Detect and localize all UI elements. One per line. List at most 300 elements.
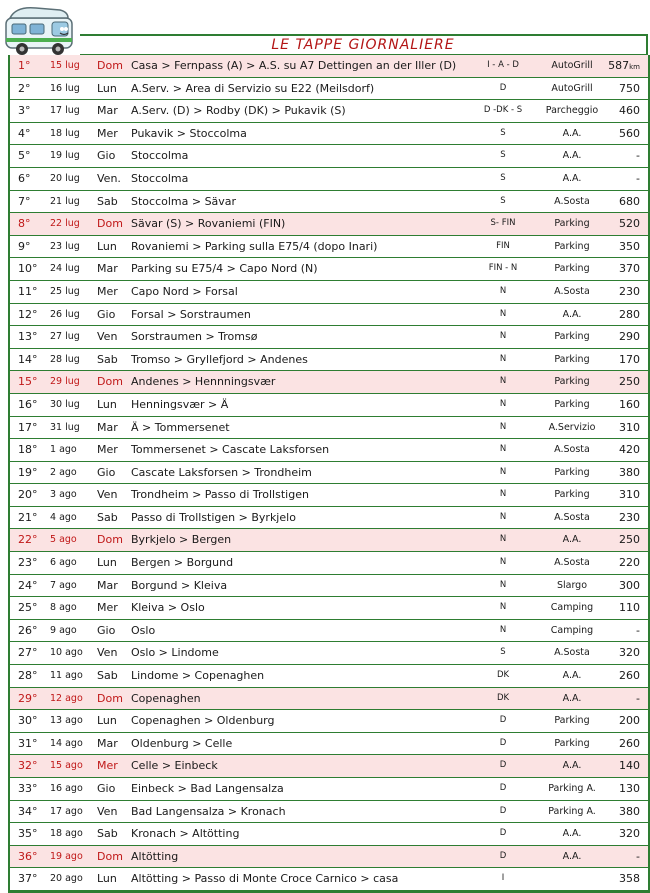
- stage-weekday: Ven: [97, 488, 118, 502]
- stage-date: 14 ago: [50, 737, 83, 749]
- stage-stop: AutoGrill: [551, 82, 593, 94]
- stage-country: DK: [496, 692, 510, 703]
- stage-stop: Parking A.: [548, 805, 596, 817]
- stage-stop: Parking: [554, 489, 590, 501]
- stage-route: Lindome > Copenaghen: [131, 669, 265, 683]
- stage-number: 37°: [18, 872, 38, 886]
- stage-km: 130: [619, 782, 640, 795]
- stage-number: 11°: [18, 284, 38, 298]
- stage-weekday: Ven: [97, 330, 118, 344]
- stage-date: 8 ago: [50, 602, 77, 614]
- page-title: LE TAPPE GIORNALIERE: [271, 37, 455, 53]
- stage-number: 22°: [18, 533, 38, 547]
- stage-country: N: [499, 624, 507, 635]
- stage-route: Copenaghen: [131, 691, 201, 705]
- stage-date: 31 lug: [50, 421, 80, 433]
- stage-country: S: [500, 647, 506, 658]
- stage-km: 230: [619, 284, 640, 298]
- stage-km: -: [636, 849, 640, 863]
- stage-date: 20 ago: [50, 873, 83, 885]
- table-row: [10, 123, 648, 146]
- stage-number: 33°: [18, 782, 38, 795]
- table-row: [10, 507, 648, 530]
- stage-km: 310: [619, 420, 640, 434]
- stage-stop: AutoGrill: [551, 60, 593, 71]
- stage-date: 15 lug: [50, 60, 80, 71]
- stage-stop: A.A.: [562, 172, 582, 184]
- stage-date: 16 ago: [50, 783, 83, 794]
- stage-number: 10°: [18, 262, 38, 276]
- stage-route: Stoccolma: [131, 171, 189, 185]
- stage-stop: Parking: [554, 466, 590, 478]
- stage-country: I: [501, 873, 505, 884]
- stage-km: 140: [619, 759, 640, 773]
- stage-stop: A.Sosta: [554, 195, 590, 207]
- stage-route: Passo di Trollstigen > Byrkjelo: [131, 510, 296, 524]
- table-row: [10, 281, 648, 304]
- stage-date: 2 ago: [50, 466, 77, 478]
- stage-route: Bergen > Borgund: [131, 556, 234, 570]
- stage-weekday: Gio: [97, 149, 116, 163]
- stage-number: 32°: [18, 759, 38, 773]
- stage-km: 170: [619, 352, 640, 366]
- stage-weekday: Dom: [97, 849, 123, 863]
- stage-country: N: [499, 308, 507, 319]
- stage-weekday: Mer: [97, 443, 118, 457]
- table-row: [10, 778, 648, 801]
- stage-number: 29°: [18, 691, 38, 705]
- table-row: [10, 575, 648, 598]
- stage-date: 24 lug: [50, 263, 80, 275]
- stage-route: Parking su E75/4 > Capo Nord (N): [131, 262, 318, 276]
- km-unit: km: [629, 63, 640, 71]
- stage-weekday: Gio: [97, 782, 116, 795]
- stage-km: 358: [619, 872, 640, 886]
- stage-km: 420: [619, 443, 640, 457]
- stage-country: D -DK - S: [483, 105, 523, 116]
- stage-number: 35°: [18, 827, 38, 841]
- stage-number: 4°: [18, 126, 31, 140]
- stage-country: D: [499, 715, 507, 726]
- table-row: [10, 484, 648, 507]
- stage-date: 15 ago: [50, 760, 83, 772]
- table-row: [10, 78, 648, 101]
- stage-number: 17°: [18, 420, 38, 434]
- stage-number: 23°: [18, 556, 38, 570]
- stage-date: 19 lug: [50, 150, 80, 162]
- table-row: [10, 801, 648, 824]
- stage-route: Einbeck > Bad Langensalza: [131, 782, 284, 795]
- stage-stop: A.A.: [562, 150, 582, 162]
- stage-country: N: [499, 579, 507, 590]
- table-row: [10, 868, 648, 891]
- stage-route: Forsal > Sorstraumen: [131, 307, 251, 321]
- stage-route: Borgund > Kleiva: [131, 578, 228, 592]
- table-row: [10, 462, 648, 485]
- stage-country: N: [499, 466, 507, 477]
- stage-stop: A.A.: [562, 760, 582, 772]
- table-row: [10, 417, 648, 440]
- stage-stop: Camping: [550, 624, 594, 636]
- stage-country: N: [499, 353, 507, 364]
- stage-stop: A.Sosta: [554, 557, 590, 569]
- stage-number: 28°: [18, 669, 38, 683]
- camper-icon: [2, 2, 82, 58]
- stage-number: 3°: [18, 104, 31, 118]
- stage-route: Byrkjelo > Bergen: [131, 533, 232, 547]
- stage-km: 310: [619, 488, 640, 502]
- stage-country: N: [499, 376, 507, 387]
- stage-route: Stoccolma: [131, 149, 189, 163]
- table-row: [10, 145, 648, 168]
- stage-number: 26°: [18, 623, 38, 637]
- stage-weekday: Lun: [97, 872, 117, 886]
- stage-route: Altötting > Passo di Monte Croce Carnico > casa: [131, 872, 399, 886]
- stage-country: N: [499, 602, 507, 613]
- stage-country: D: [499, 760, 507, 771]
- stage-weekday: Gio: [97, 623, 116, 637]
- stage-number: 27°: [18, 646, 38, 660]
- table-row: [10, 213, 648, 236]
- stage-date: 30 lug: [50, 398, 80, 410]
- stage-km: 587km: [608, 59, 640, 72]
- stage-weekday: Lun: [97, 239, 117, 253]
- stage-weekday: Mer: [97, 126, 118, 140]
- stage-route: Tommersenet > Cascate Laksforsen: [131, 443, 330, 457]
- stage-number: 8°: [18, 217, 31, 231]
- stage-route: Sävar (S) > Rovaniemi (FIN): [131, 217, 286, 231]
- stage-weekday: Dom: [97, 533, 123, 547]
- stage-weekday: Mar: [97, 736, 118, 750]
- stage-km: 290: [619, 330, 640, 344]
- stage-weekday: Ven.: [97, 171, 121, 185]
- stage-number: 36°: [18, 849, 38, 863]
- stage-stop: Parking: [554, 737, 590, 749]
- table-row: [10, 326, 648, 349]
- stage-date: 27 lug: [50, 331, 80, 343]
- stage-number: 21°: [18, 510, 38, 524]
- stage-number: 34°: [18, 804, 38, 818]
- stage-route: Sorstraumen > Tromsø: [131, 330, 258, 344]
- stage-country: D: [499, 783, 507, 793]
- stage-date: 7 ago: [50, 579, 77, 591]
- stage-date: 17 lug: [50, 105, 80, 117]
- stage-date: 18 lug: [50, 127, 80, 139]
- stage-km: 460: [619, 104, 640, 118]
- stage-km: 300: [619, 578, 640, 592]
- stage-route: Oslo > Lindome: [131, 646, 219, 660]
- stage-weekday: Gio: [97, 465, 116, 479]
- stage-weekday: Sab: [97, 194, 118, 208]
- title-bar: [80, 34, 648, 56]
- stage-number: 31°: [18, 736, 38, 750]
- stage-weekday: Mar: [97, 420, 118, 434]
- table-row: [10, 665, 648, 688]
- stage-country: D: [499, 850, 507, 861]
- stage-km: -: [636, 171, 640, 185]
- stage-date: 12 ago: [50, 692, 83, 704]
- stage-km: 280: [619, 307, 640, 321]
- stage-stop: Parking: [554, 218, 590, 230]
- stage-route: Stoccolma > Sävar: [131, 194, 237, 208]
- stage-country: I - A - D: [487, 60, 519, 70]
- stage-route: Rovaniemi > Parking sulla E75/4 (dopo Inari): [131, 239, 378, 253]
- table-row: [10, 100, 648, 123]
- stage-km: 230: [619, 510, 640, 524]
- stage-weekday: Ven: [97, 646, 118, 660]
- table-row: [10, 755, 648, 778]
- stage-weekday: Lun: [97, 556, 117, 570]
- stage-km: 200: [619, 714, 640, 728]
- table-row: [10, 710, 648, 733]
- stage-route: Henningsvær > Ä: [131, 397, 229, 411]
- stage-country: D: [499, 82, 507, 93]
- stage-country: D: [499, 737, 507, 748]
- table-row: [10, 529, 648, 552]
- stage-km: 320: [619, 646, 640, 660]
- table-row: [10, 55, 648, 78]
- stage-date: 10 ago: [50, 647, 83, 659]
- stage-route: Ä > Tommersenet: [131, 420, 230, 434]
- stage-route: Casa > Fernpass (A) > A.S. su A7 Dettingen an der Iller (D): [131, 59, 457, 72]
- stage-route: Pukavik > Stoccolma: [131, 126, 247, 140]
- stage-km: 520: [619, 217, 640, 231]
- table-row: [10, 552, 648, 575]
- stage-date: 22 lug: [50, 218, 80, 230]
- table-row: [10, 620, 648, 643]
- stage-stop: A.A.: [562, 308, 582, 320]
- stage-km: 110: [619, 601, 640, 615]
- stage-country: DK: [496, 670, 510, 681]
- stage-weekday: Sab: [97, 669, 118, 683]
- stage-country: N: [499, 398, 507, 409]
- stage-stop: Parking: [554, 331, 590, 343]
- stage-stop: A.A.: [562, 850, 582, 862]
- table-row: [10, 304, 648, 327]
- stage-weekday: Lun: [97, 397, 117, 411]
- stage-number: 15°: [18, 375, 38, 389]
- stage-weekday: Mer: [97, 284, 118, 298]
- stage-country: N: [499, 285, 507, 296]
- table-row: [10, 349, 648, 372]
- table-row: [10, 371, 648, 394]
- stage-weekday: Mer: [97, 759, 118, 773]
- stage-weekday: Ven: [97, 804, 118, 818]
- stage-number: 1°: [18, 59, 31, 72]
- stage-number: 30°: [18, 714, 38, 728]
- stage-date: 23 lug: [50, 240, 80, 252]
- stage-stop: A.A.: [562, 692, 582, 704]
- stage-country: S- FIN: [490, 218, 516, 229]
- stage-route: Oslo: [131, 623, 156, 637]
- stage-stop: Parking: [554, 715, 590, 727]
- stage-number: 25°: [18, 601, 38, 615]
- stage-km: 260: [619, 669, 640, 683]
- stage-route: Trondheim > Passo di Trollstigen: [131, 488, 309, 502]
- stage-stop: A.A.: [562, 127, 582, 139]
- stage-date: 9 ago: [50, 624, 77, 636]
- stage-stop: A.A.: [562, 670, 582, 682]
- stage-weekday: Mar: [97, 578, 118, 592]
- stage-number: 12°: [18, 307, 38, 321]
- stage-stop: Parking: [554, 263, 590, 275]
- stage-stop: A.Sosta: [554, 647, 590, 659]
- stage-date: 5 ago: [50, 534, 77, 546]
- stage-stop: A.Sosta: [554, 511, 590, 523]
- stage-stop: Camping: [550, 602, 594, 614]
- stage-stop: A.Servizio: [548, 421, 596, 433]
- stage-date: 21 lug: [50, 195, 80, 207]
- stage-weekday: Dom: [97, 375, 123, 389]
- stage-weekday: Sab: [97, 352, 118, 366]
- stage-route: Kleiva > Oslo: [131, 601, 205, 615]
- table-row: [10, 191, 648, 214]
- stage-weekday: Sab: [97, 827, 118, 841]
- itinerary-table: [8, 55, 650, 893]
- stage-country: N: [499, 331, 507, 342]
- stage-stop: Slargo: [556, 579, 588, 591]
- stage-route: Capo Nord > Forsal: [131, 284, 238, 298]
- stage-number: 16°: [18, 397, 38, 411]
- stage-weekday: Dom: [97, 691, 123, 705]
- table-row: [10, 439, 648, 462]
- stage-country: FIN: [496, 240, 510, 251]
- table-row: [10, 823, 648, 846]
- stage-number: 13°: [18, 330, 38, 344]
- stage-number: 9°: [18, 239, 31, 253]
- stage-date: 16 lug: [50, 82, 80, 94]
- stage-km: 250: [619, 533, 640, 547]
- stage-km: 370: [619, 262, 640, 276]
- stage-route: A.Serv. > Area di Servizio su E22 (Meilsdorf): [131, 81, 375, 95]
- stage-date: 17 ago: [50, 805, 83, 817]
- stage-number: 18°: [18, 443, 38, 457]
- stage-date: 20 lug: [50, 172, 80, 184]
- stage-country: S: [500, 127, 506, 138]
- stage-weekday: Mar: [97, 104, 118, 118]
- stage-date: 25 lug: [50, 285, 80, 297]
- stage-number: 24°: [18, 578, 38, 592]
- table-row: [10, 642, 648, 665]
- stage-weekday: Mar: [97, 262, 118, 276]
- stage-weekday: Gio: [97, 307, 116, 321]
- table-row: [10, 597, 648, 620]
- stage-km: -: [636, 623, 640, 637]
- stage-km: -: [636, 691, 640, 705]
- stage-route: A.Serv. (D) > Rodby (DK) > Pukavik (S): [131, 104, 346, 118]
- stage-route: Tromso > Gryllefjord > Andenes: [131, 352, 308, 366]
- table-row: [10, 236, 648, 259]
- stage-number: 7°: [18, 194, 31, 208]
- stage-date: 18 ago: [50, 828, 83, 840]
- stage-km: 160: [619, 397, 640, 411]
- stage-number: 19°: [18, 465, 38, 479]
- stage-date: 19 ago: [50, 850, 83, 862]
- table-row: [10, 846, 648, 869]
- stage-stop: Parking: [554, 240, 590, 252]
- stage-stop: A.Sosta: [554, 285, 590, 297]
- stage-date: 26 lug: [50, 308, 80, 320]
- stage-weekday: Lun: [97, 714, 117, 728]
- stage-km: 560: [619, 126, 640, 140]
- stage-route: Altötting: [131, 849, 179, 863]
- stage-km: 680: [619, 194, 640, 208]
- stage-km: 750: [619, 81, 640, 95]
- stage-route: Cascate Laksforsen > Trondheim: [131, 465, 312, 479]
- stage-country: S: [500, 195, 506, 206]
- stage-stop: A.A.: [562, 534, 582, 546]
- stage-country: FIN - N: [488, 263, 518, 274]
- stage-country: N: [499, 511, 507, 522]
- stage-country: D: [499, 828, 507, 839]
- stage-km: 350: [619, 239, 640, 253]
- stage-km: 260: [619, 736, 640, 750]
- table-row: [10, 394, 648, 417]
- stage-number: 20°: [18, 488, 38, 502]
- stage-weekday: Mer: [97, 601, 118, 615]
- stage-route: Andenes > Hennningsvær: [131, 375, 276, 389]
- stage-weekday: Dom: [97, 217, 123, 231]
- stage-stop: Parking A.: [548, 783, 596, 794]
- stage-country: D: [499, 805, 507, 816]
- stage-route: Kronach > Altötting: [131, 827, 240, 841]
- stage-number: 6°: [18, 171, 31, 185]
- stage-date: 29 lug: [50, 376, 80, 388]
- stage-route: Oldenburg > Celle: [131, 736, 233, 750]
- stage-stop: Parcheggio: [545, 105, 599, 117]
- stage-weekday: Dom: [97, 59, 123, 72]
- stage-stop: A.A.: [562, 828, 582, 840]
- stage-country: S: [500, 150, 506, 161]
- stage-km: 380: [619, 465, 640, 479]
- stage-date: 4 ago: [50, 511, 77, 523]
- table-row: [10, 258, 648, 281]
- stage-route: Bad Langensalza > Kronach: [131, 804, 286, 818]
- table-row: [10, 168, 648, 191]
- stage-stop: Parking: [554, 398, 590, 410]
- stage-country: S: [500, 172, 506, 183]
- stage-km: 250: [619, 375, 640, 389]
- stage-country: N: [499, 534, 507, 545]
- table-row: [10, 733, 648, 756]
- stage-country: N: [499, 557, 507, 568]
- stage-weekday: Lun: [97, 81, 117, 95]
- stage-km: 320: [619, 827, 640, 841]
- stage-date: 1 ago: [50, 444, 77, 456]
- stage-km: 380: [619, 804, 640, 818]
- stage-date: 3 ago: [50, 489, 77, 501]
- stage-km: 220: [619, 556, 640, 570]
- stage-number: 14°: [18, 352, 38, 366]
- stage-route: Celle > Einbeck: [131, 759, 218, 773]
- stage-number: 5°: [18, 149, 31, 163]
- stage-date: 11 ago: [50, 670, 83, 682]
- stage-country: N: [499, 444, 507, 455]
- stage-weekday: Sab: [97, 510, 118, 524]
- stage-stop: Parking: [554, 376, 590, 388]
- stage-route: Copenaghen > Oldenburg: [131, 714, 275, 728]
- stage-stop: A.Sosta: [554, 444, 590, 456]
- stage-km: -: [636, 149, 640, 163]
- stage-date: 13 ago: [50, 715, 83, 727]
- stage-country: N: [499, 421, 507, 432]
- stage-country: N: [499, 489, 507, 500]
- stage-date: 6 ago: [50, 557, 77, 569]
- table-row: [10, 688, 648, 711]
- stage-date: 28 lug: [50, 353, 80, 365]
- stage-number: 2°: [18, 81, 31, 95]
- stage-stop: Parking: [554, 353, 590, 365]
